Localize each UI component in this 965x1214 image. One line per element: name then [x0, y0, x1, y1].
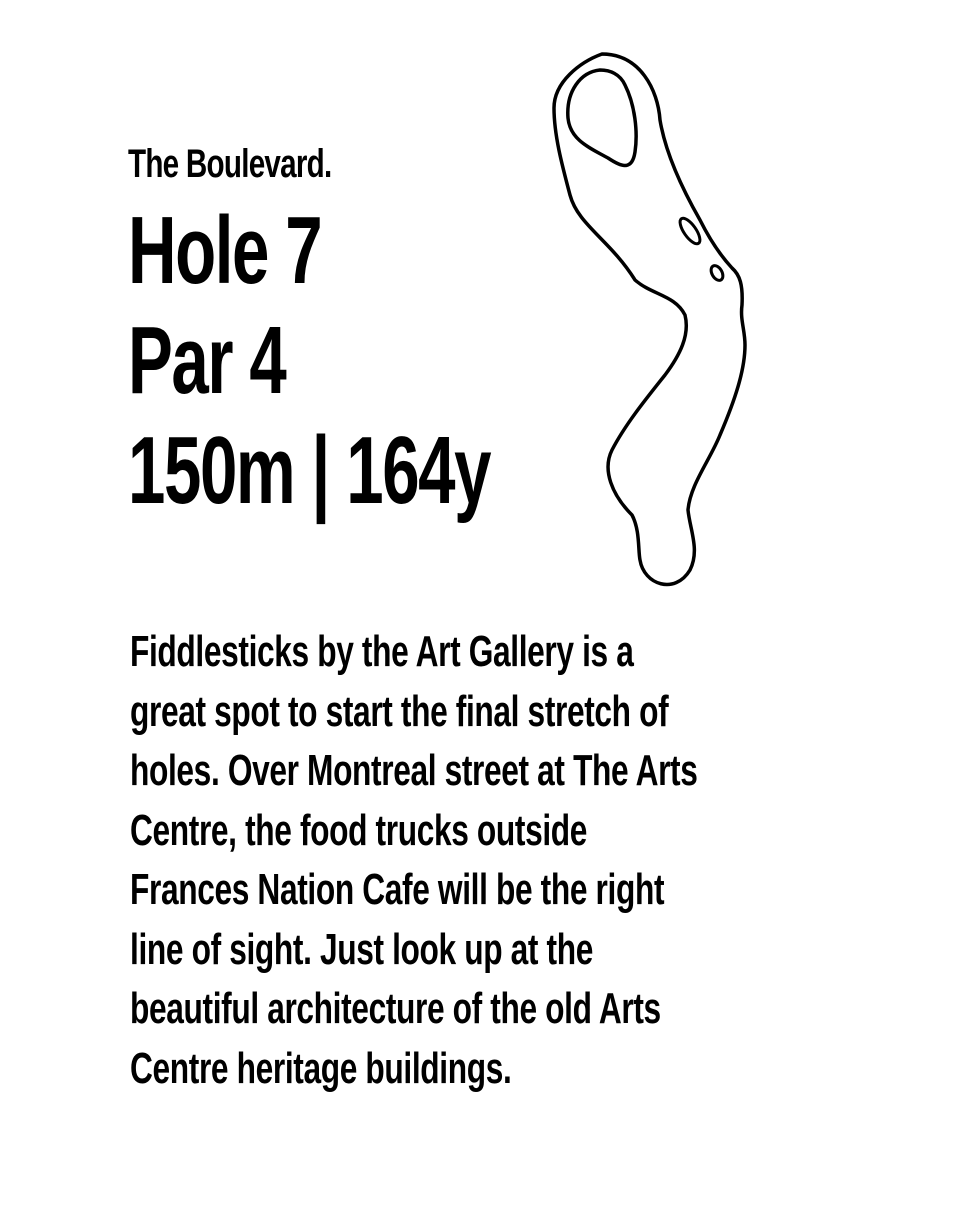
green-outline	[568, 70, 636, 166]
hole-number: Hole 7	[128, 197, 322, 304]
description-line: Frances Nation Cafe will be the right	[130, 865, 665, 914]
description-line: Centre, the food trucks outside	[130, 805, 588, 855]
description-line: Centre heritage buildings.	[130, 1043, 512, 1093]
description-line: line of sight. Just look up at the	[130, 924, 593, 974]
bunker-small	[709, 264, 726, 283]
hole-description	[130, 622, 950, 1098]
hole-distance: 150m | 164y	[128, 417, 491, 524]
description-line: holes. Over Montreal street at The Arts	[130, 746, 698, 795]
description-line: beautiful architecture of the old Arts	[130, 984, 661, 1033]
course-name: The Boulevard.	[128, 142, 332, 186]
description-line: Fiddlesticks by the Art Gallery is a	[130, 627, 634, 676]
hole-header	[128, 140, 491, 524]
hole-outline-icon	[540, 40, 760, 600]
fairway-outline	[554, 54, 745, 584]
hole-par: Par 4	[128, 307, 286, 414]
description-line: great spot to start the final stretch of	[130, 686, 669, 736]
hole-outline-map	[540, 40, 760, 600]
